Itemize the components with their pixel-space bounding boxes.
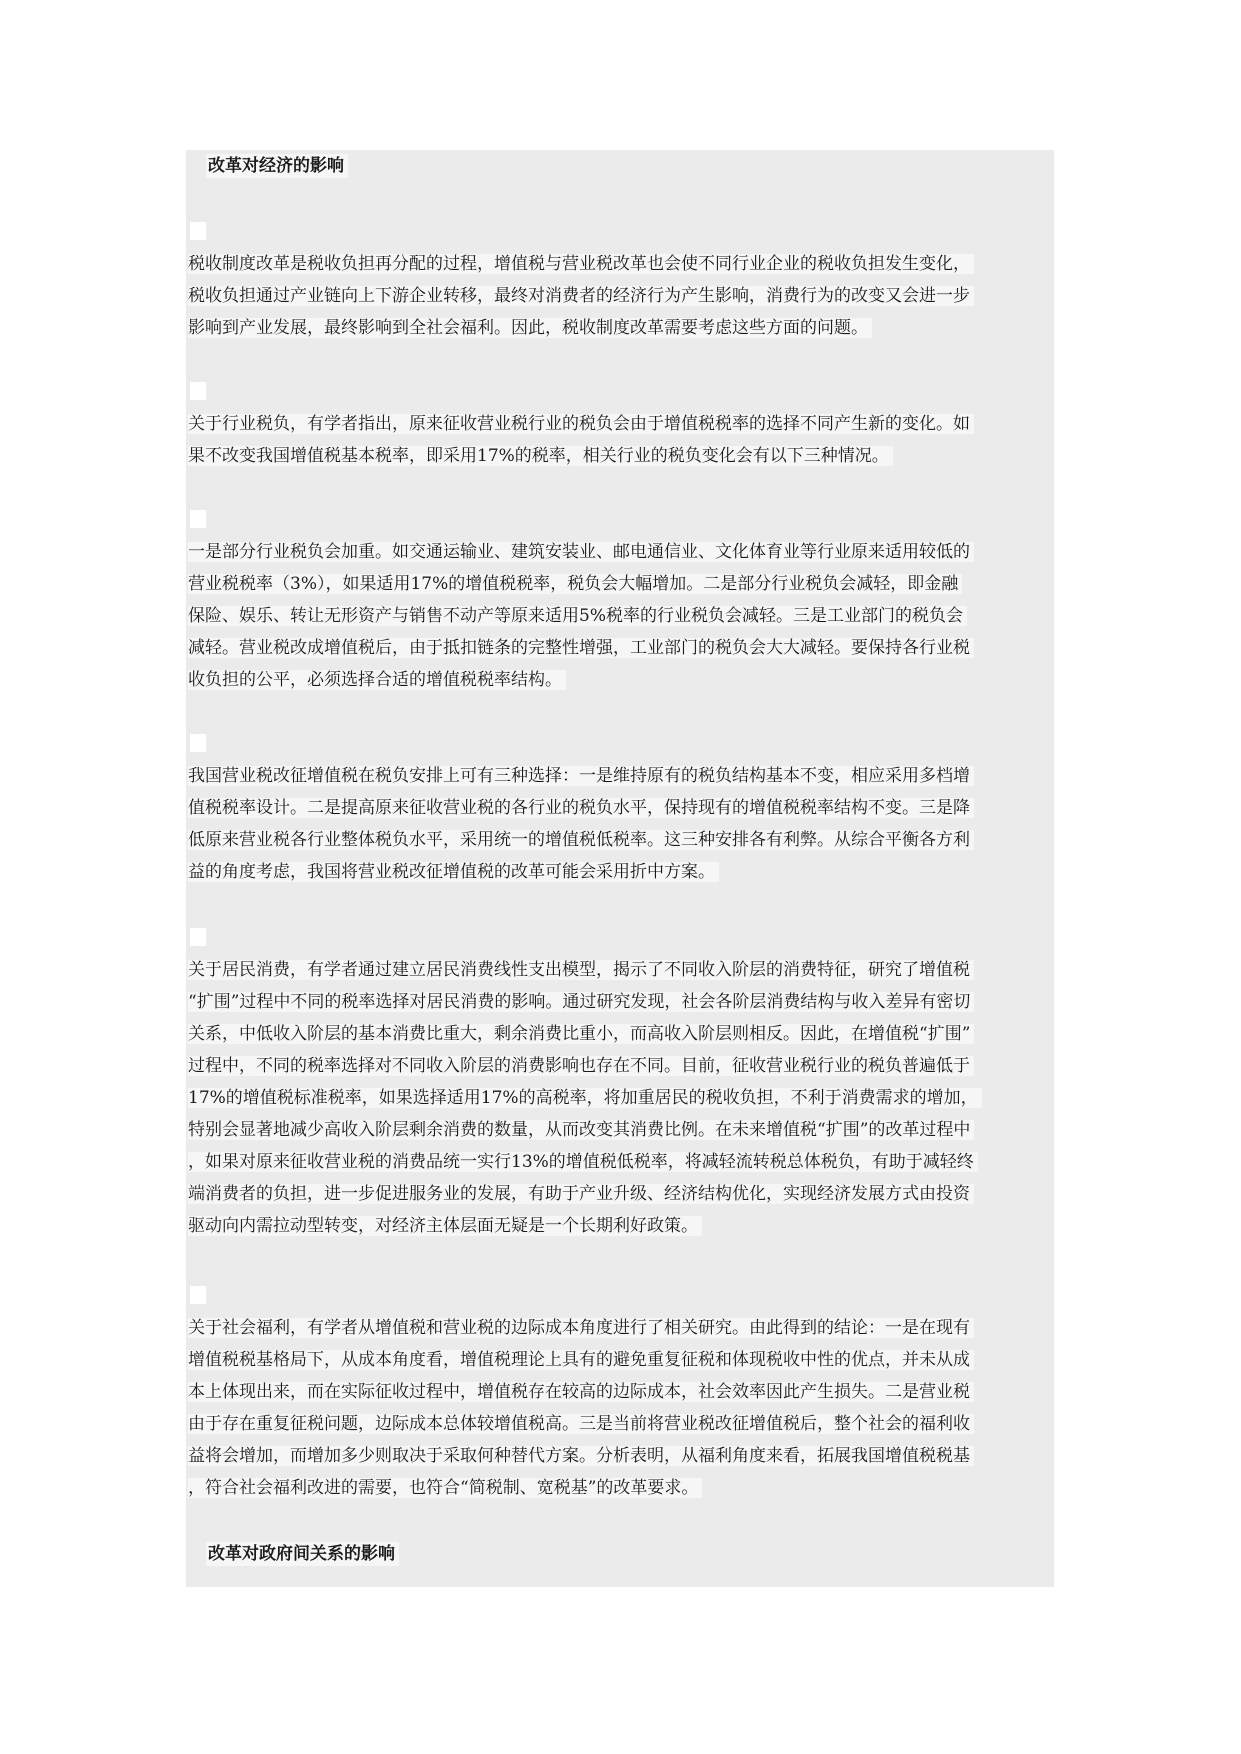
text-line: 增值税税基格局下，从成本角度看，增值税理论上具有的避免重复征税和体现税收中性的优点，并未从成	[188, 1344, 1054, 1376]
paragraph-marker	[190, 222, 206, 240]
text-line: 果不改变我国增值税基本税率，即采用17%的税率，相关行业的税负变化会有以下三种情况。	[188, 440, 1054, 472]
paragraph-social-welfare	[188, 1312, 1054, 1504]
text-line: 特别会显著地减少高收入阶层剩余消费的数量，从而改变其消费比例。在未来增值税“扩围”的改革过程中	[188, 1114, 1054, 1146]
text-line: 营业税税率（3%），如果适用17%的增值税税率，税负会大幅增加。二是部分行业税负会减轻，即金融	[188, 568, 1054, 600]
text-line: 关于行业税负，有学者指出，原来征收营业税行业的税负会由于增值税税率的选择不同产生新的变化。如	[188, 408, 1054, 440]
section-heading-government: 改革对政府间关系的影响	[206, 1542, 399, 1566]
text-line: 益的角度考虑，我国将营业税改征增值税的改革可能会采用折中方案。	[188, 856, 1054, 888]
text-line: 关于居民消费，有学者通过建立居民消费线性支出模型，揭示了不同收入阶层的消费特征，研究了增值税	[188, 954, 1054, 986]
paragraph-marker	[190, 382, 206, 400]
text-line: “扩围”过程中不同的税率选择对居民消费的影响。通过研究发现，社会各阶层消费结构与收入差异有密切	[188, 986, 1054, 1018]
text-line: 端消费者的负担，进一步促进服务业的发展，有助于产业升级、经济结构优化，实现经济发展方式由投资	[188, 1178, 1054, 1210]
text-line: 关于社会福利，有学者从增值税和营业税的边际成本角度进行了相关研究。由此得到的结论：一是在现有	[188, 1312, 1054, 1344]
text-line: 保险、娱乐、转让无形资产与销售不动产等原来适用5%税率的行业税负会减轻。三是工业部门的税负会	[188, 600, 1054, 632]
text-line: 由于存在重复征税问题，边际成本总体较增值税高。三是当前将营业税改征增值税后，整个社会的福利收	[188, 1408, 1054, 1440]
text-line: 本上体现出来，而在实际征收过程中，增值税存在较高的边际成本，社会效率因此产生损失。二是营业税	[188, 1376, 1054, 1408]
text-line: 影响到产业发展，最终影响到全社会福利。因此，税收制度改革需要考虑这些方面的问题。	[188, 312, 1054, 344]
paragraph-consumption	[188, 954, 1054, 1242]
paragraph-tax-reform	[188, 248, 1054, 344]
paragraph-marker	[190, 510, 206, 528]
text-line: 17%的增值税标准税率，如果选择适用17%的高税率，将加重居民的税收负担，不利于消费需求的增加，	[188, 1082, 1054, 1114]
paragraph-marker	[190, 1286, 206, 1304]
text-line: 减轻。营业税改成增值税后，由于抵扣链条的完整性增强，工业部门的税负会大大减轻。要保持各行业税	[188, 632, 1054, 664]
text-line: 驱动向内需拉动型转变，对经济主体层面无疑是一个长期利好政策。	[188, 1210, 1054, 1242]
text-line: 关系，中低收入阶层的基本消费比重大，剩余消费比重小，而高收入阶层则相反。因此，在增值税“扩围”	[188, 1018, 1054, 1050]
section-heading-economy: 改革对经济的影响	[206, 154, 348, 178]
text-line: 我国营业税改征增值税在税负安排上可有三种选择：一是维持原有的税负结构基本不变，相应采用多档增	[188, 760, 1054, 792]
text-line: 过程中，不同的税率选择对不同收入阶层的消费影响也存在不同。目前，征收营业税行业的税负普遍低于	[188, 1050, 1054, 1082]
paragraph-industry-tax	[188, 408, 1054, 472]
text-line: 税收制度改革是税收负担再分配的过程，增值税与营业税改革也会使不同行业企业的税收负担发生变化，	[188, 248, 1054, 280]
text-line: 益将会增加，而增加多少则取决于采取何种替代方案。分析表明，从福利角度来看，拓展我国增值税税基	[188, 1440, 1054, 1472]
paragraph-three-cases	[188, 536, 1054, 696]
paragraph-marker	[190, 928, 206, 946]
text-line: 值税税率设计。二是提高原来征收营业税的各行业的税负水平，保持现有的增值税税率结构不变。三是降	[188, 792, 1054, 824]
text-line: ，符合社会福利改进的需要，也符合“简税制、宽税基”的改革要求。	[188, 1472, 1054, 1504]
paragraph-marker	[190, 734, 206, 752]
text-line: 收负担的公平，必须选择合适的增值税税率结构。	[188, 664, 1054, 696]
text-line: 一是部分行业税负会加重。如交通运输业、建筑安装业、邮电通信业、文化体育业等行业原来适用较低的	[188, 536, 1054, 568]
text-line: 税收负担通过产业链向上下游企业转移，最终对消费者的经济行为产生影响，消费行为的改变又会进一步	[188, 280, 1054, 312]
text-line: 低原来营业税各行业整体税负水平，采用统一的增值税低税率。这三种安排各有利弊。从综合平衡各方利	[188, 824, 1054, 856]
paragraph-tax-choices	[188, 760, 1054, 888]
text-line: ，如果对原来征收营业税的消费品统一实行13%的增值税低税率，将减轻流转税总体税负，有助于减轻终	[188, 1146, 1054, 1178]
